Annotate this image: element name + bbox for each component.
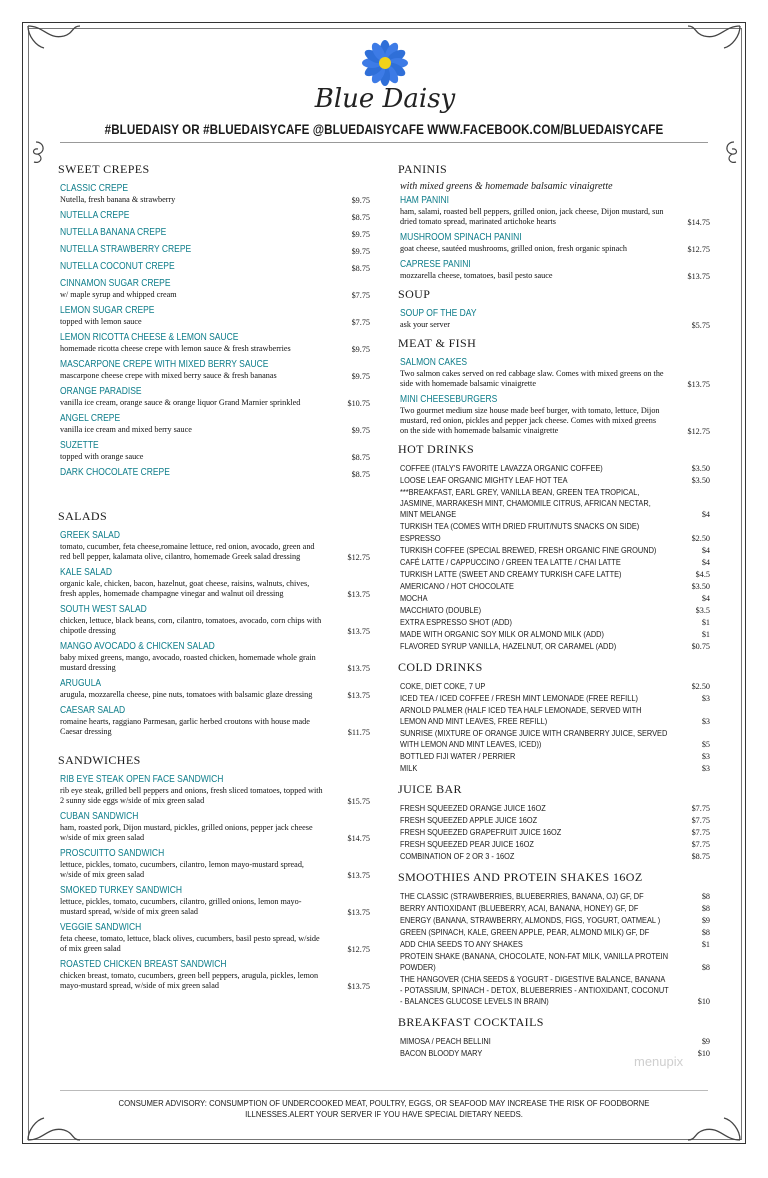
consumer-advisory: CONSUMER ADVISORY: CONSUMPTION OF UNDERCOOKED MEAT, POULTRY, EGGS, OR SEAFOOD MAY INCREASE THE RISK OF FOODBORNE ILLNESSES.ALERT YOUR SERVER IF YOU HAVE SPECIAL DIETARY NEEDS. (118, 1098, 650, 1119)
drink-item (400, 763, 710, 774)
menu-item (60, 332, 370, 354)
menu-item (400, 357, 710, 389)
menu-item (60, 848, 370, 880)
section-title: PANINIS (398, 162, 448, 176)
drink-item (400, 487, 710, 520)
menu-item (60, 183, 370, 205)
drink-name: EXTRA ESPRESSO SHOT (ADD) (400, 617, 512, 627)
flourish-bottom-right (684, 1112, 744, 1144)
item-description: goat cheese, sautéed mushrooms, grilled onion, fresh organic spinach (400, 244, 627, 253)
menu-item (60, 885, 370, 917)
item-description: romaine hearts, raggiano Parmesan, garlic herbed croutons with house made Caesar dressing (60, 717, 310, 736)
drink-item (400, 533, 710, 544)
item-price: $13.75 (687, 380, 710, 389)
item-name: CINNAMON SUGAR CREPE (60, 278, 171, 289)
drink-price: $7.75 (691, 804, 710, 813)
item-name: CAPRESE PANINI (400, 259, 471, 270)
drink-name: SUNRISE (MIXTURE OF ORANGE JUICE WITH CRANBERRY JUICE, SERVED WITH LEMON AND MINT LEAVES, ICED)) (400, 728, 668, 749)
item-price: $8.75 (351, 453, 370, 462)
menu-item (60, 705, 370, 737)
section-title: JUICE BAR (398, 782, 462, 796)
item-price: $13.75 (347, 982, 370, 991)
drink-item (400, 851, 710, 862)
drink-name: ENERGY (BANANA, STRAWBERRY, ALMONDS, FIGS, YOGURT, OATMEAL ) (400, 915, 661, 925)
item-name: MUSHROOM SPINACH PANINI (400, 232, 522, 243)
menu-item (60, 678, 370, 700)
drink-name: BACON BLOODY MARY (400, 1048, 483, 1058)
drink-name: TURKISH LATTE (SWEET AND CREAMY TURKISH CAFE LATTE) (400, 569, 622, 579)
item-price: $8.75 (351, 470, 370, 479)
drink-name: ESPRESSO (400, 533, 441, 543)
item-name: SUZETTE (60, 440, 99, 451)
drink-price: $4 (701, 558, 710, 567)
item-name: SOUP OF THE DAY (400, 308, 477, 319)
menu-item (400, 394, 710, 436)
drink-price: $5 (701, 740, 710, 749)
drink-price: $4 (701, 510, 710, 519)
drink-item (400, 891, 710, 902)
item-description: topped with lemon sauce (60, 317, 142, 326)
drink-item (400, 593, 710, 604)
menu-item (60, 359, 370, 381)
drink-price: $3 (701, 694, 710, 703)
item-price: $14.75 (687, 218, 710, 227)
item-price: $9.75 (351, 196, 370, 205)
item-price: $15.75 (347, 797, 370, 806)
item-description: tomato, cucumber, feta cheese,romaine lettuce, red onion, avocado, green and red bell pepper, kalamata olive, cilantro, homemade Greek salad dressing (60, 542, 315, 561)
daisy-icon (360, 40, 410, 88)
section-title: SMOOTHIES AND PROTEIN SHAKES 16OZ (398, 870, 643, 884)
drink-price: $7.75 (691, 828, 710, 837)
menu-item (60, 227, 370, 239)
drink-name: MOCHA (400, 593, 428, 603)
item-description: mozzarella cheese, tomatoes, basil pesto sauce (400, 271, 553, 280)
drink-name: TURKISH COFFEE (SPECIAL BREWED, FRESH ORGANIC FINE GROUND) (400, 545, 657, 555)
drink-price: $3 (701, 764, 710, 773)
item-name: CUBAN SANDWICH (60, 811, 139, 822)
menu-item (60, 922, 370, 954)
section-breakfast-cocktails (398, 1015, 710, 1059)
item-name: RIB EYE STEAK OPEN FACE SANDWICH (60, 774, 224, 785)
section-smoothies (398, 870, 710, 1007)
social-hashtags: #BLUEDAISY OR #BLUEDAISYCAFE @BLUEDAISYCAFE WWW.FACEBOOK.COM/BLUEDAISYCAFE (104, 122, 664, 137)
right-column (398, 162, 710, 1060)
drink-item (400, 951, 710, 973)
drink-price: $8 (701, 904, 710, 913)
drink-price: $4.5 (695, 570, 710, 579)
menu-item (60, 386, 370, 408)
drink-price: $3.50 (691, 464, 710, 473)
section-paninis (398, 162, 710, 281)
drink-item (400, 641, 710, 652)
drink-name: COFFEE (ITALY'S FAVORITE LAVAZZA ORGANIC COFFEE) (400, 463, 603, 473)
item-name: SALMON CAKES (400, 357, 468, 368)
drink-name: COMBINATION OF 2 OR 3 - 16OZ (400, 851, 515, 861)
drink-price: $3.50 (691, 582, 710, 591)
drink-price: $0.75 (691, 642, 710, 651)
drink-price: $9 (701, 916, 710, 925)
drink-item (400, 815, 710, 826)
item-name: LEMON SUGAR CREPE (60, 305, 155, 316)
item-price: $7.75 (351, 291, 370, 300)
drink-price: $9 (701, 1037, 710, 1046)
drink-name: LOOSE LEAF ORGANIC MIGHTY LEAF HOT TEA (400, 475, 568, 485)
drink-name: MACCHIATO (DOUBLE) (400, 605, 482, 615)
drink-name: TURKISH TEA (COMES WITH DRIED FRUIT/NUTS SNACKS ON SIDE) (400, 521, 640, 531)
drink-price: $2.50 (691, 682, 710, 691)
item-name: NUTELLA COCONUT CREPE (60, 261, 175, 272)
item-description: Two salmon cakes served on red cabbage slaw. Comes with mixed greens on the side with homemade balsamic vinaigrette (400, 369, 664, 388)
section-juice-bar (398, 782, 710, 862)
item-description: lettuce, pickles, tomato, cucumbers, cilantro, lemon mayo-mustard spread, w/side of mix green salad (60, 860, 304, 879)
item-description: organic kale, chicken, bacon, hazelnut, goat cheese, raisins, walnuts, chives, fresh apples, homemade champagne vinegar and walnut oil dressing (60, 579, 310, 598)
item-price: $12.75 (347, 553, 370, 562)
item-description: rib eye steak, grilled bell peppers and onions, fresh sliced tomatoes, topped with 2 sunny side eggs w/side of mix green salad (60, 786, 323, 805)
item-name: ORANGE PARADISE (60, 386, 142, 397)
drink-item (400, 974, 710, 1007)
item-name: ARUGULA (60, 678, 102, 689)
menu-item (60, 567, 370, 599)
drink-item (400, 827, 710, 838)
menu-item (400, 308, 710, 330)
header-rule (60, 142, 708, 143)
drink-item (400, 629, 710, 640)
menu-item (60, 641, 370, 673)
item-description: arugula, mozzarella cheese, pine nuts, tomatoes with balsamic glaze dressing (60, 690, 313, 699)
item-price: $14.75 (347, 834, 370, 843)
drink-name: MADE WITH ORGANIC SOY MILK OR ALMOND MILK (ADD) (400, 629, 604, 639)
item-description: w/ maple syrup and whipped cream (60, 290, 177, 299)
drink-item (400, 803, 710, 814)
drink-item (400, 705, 710, 727)
section-title: SOUP (398, 287, 431, 301)
menu-item (400, 195, 710, 227)
brand-name: Blue Daisy (314, 84, 456, 114)
menu-item (60, 811, 370, 843)
section-title: HOT DRINKS (398, 442, 475, 456)
section-title: SALADS (58, 509, 108, 523)
item-description: Nutella, fresh banana & strawberry (60, 195, 176, 204)
section-salads (58, 509, 370, 737)
watermark: menupix (634, 1054, 684, 1069)
section-cold-drinks (398, 660, 710, 774)
menu-item (60, 244, 370, 256)
drink-name: AMERICANO / HOT CHOCOLATE (400, 581, 514, 591)
drink-name: MIMOSA / PEACH BELLINI (400, 1036, 491, 1046)
item-description: Two gourmet medium size house made beef burger, with tomato, lettuce, Dijon mustard, red onion, pickles and pepper jack cheese. Comes with mixed greens on the side with homemade balsamic vinaigrette (400, 406, 660, 435)
item-price: $8.75 (351, 213, 370, 222)
item-price: $13.75 (347, 590, 370, 599)
item-name: PROSCUITTO SANDWICH (60, 848, 165, 859)
left-column (58, 162, 370, 996)
section-title: COLD DRINKS (398, 660, 483, 674)
item-name: ROASTED CHICKEN BREAST SANDWICH (60, 959, 227, 970)
item-description: ask your server (400, 320, 451, 329)
drink-price: $10 (697, 997, 710, 1006)
item-description: mascarpone cheese crepe with mixed berry sauce & fresh bananas (60, 371, 277, 380)
item-name: HAM PANINI (400, 195, 449, 206)
drink-price: $2.50 (691, 534, 710, 543)
item-price: $8.75 (351, 264, 370, 273)
item-name: GREEK SALAD (60, 530, 121, 541)
drink-price: $8.75 (691, 852, 710, 861)
drink-name: PROTEIN SHAKE (BANANA, CHOCOLATE, NON-FAT MILK, VANILLA PROTEIN POWDER) (400, 951, 669, 972)
menu-item (60, 210, 370, 222)
drink-name: FRESH SQUEEZED PEAR JUICE 16OZ (400, 839, 534, 849)
item-name: SMOKED TURKEY SANDWICH (60, 885, 183, 896)
item-price: $12.75 (687, 245, 710, 254)
item-price: $11.75 (347, 728, 370, 737)
drink-name: FRESH SQUEEZED ORANGE JUICE 16OZ (400, 803, 546, 813)
drink-price: $1 (701, 618, 710, 627)
item-name: ANGEL CREPE (60, 413, 121, 424)
drink-name: BERRY ANTIOXIDANT (BLUEBERRY, ACAI, BANANA, HONEY) GF, DF (400, 903, 639, 913)
drink-item (400, 915, 710, 926)
section-meat-fish (398, 336, 710, 436)
drink-item (400, 605, 710, 616)
drink-name: MILK (400, 763, 418, 773)
drink-item (400, 927, 710, 938)
item-description: vanilla ice cream and mixed berry sauce (60, 425, 192, 434)
item-description: homemade ricotta cheese crepe with lemon sauce & fresh strawberries (60, 344, 291, 353)
drink-name: BOTTLED FIJI WATER / PERRIER (400, 751, 516, 761)
item-name: NUTELLA BANANA CREPE (60, 227, 167, 238)
footer-rule (60, 1090, 708, 1091)
drink-item (400, 903, 710, 914)
item-price: $12.75 (347, 945, 370, 954)
item-description: topped with orange sauce (60, 452, 144, 461)
item-price: $13.75 (347, 627, 370, 636)
item-name: VEGGIE SANDWICH (60, 922, 142, 933)
menu-item (60, 278, 370, 300)
item-name: MASCARPONE CREPE WITH MIXED BERRY SAUCE (60, 359, 269, 370)
drink-price: $7.75 (691, 840, 710, 849)
drink-price: $3 (701, 752, 710, 761)
drink-item (400, 751, 710, 762)
drink-item (400, 463, 710, 474)
item-description: ham, salami, roasted bell peppers, grilled onion, jack cheese, Dijon mustard, sun dried tomato spread, marinated artichoke hearts (400, 207, 664, 226)
menu-item (400, 259, 710, 281)
section-sweet-crepes (58, 162, 370, 479)
item-price: $13.75 (347, 871, 370, 880)
drink-item (400, 681, 710, 692)
drink-item (400, 617, 710, 628)
item-price: $12.75 (687, 427, 710, 436)
menu-item (60, 413, 370, 435)
drink-price: $7.75 (691, 816, 710, 825)
menu-item (400, 232, 710, 254)
menu-item (60, 440, 370, 462)
item-name: LEMON RICOTTA CHEESE & LEMON SAUCE (60, 332, 239, 343)
drink-item (400, 521, 710, 532)
item-description: lettuce, pickles, tomato, cucumbers, cilantro, grilled onions, lemon mayo-mustard spread, w/side of mix green salad (60, 897, 302, 916)
drink-price: $3.50 (691, 476, 710, 485)
item-description: vanilla ice cream, orange sauce & orange liquor Grand Marnier sprinkled (60, 398, 301, 407)
section-title: MEAT & FISH (398, 336, 477, 350)
drink-item (400, 557, 710, 568)
item-price: $10.75 (347, 399, 370, 408)
drink-price: $8 (701, 928, 710, 937)
drink-price: $8 (701, 963, 710, 972)
item-price: $9.75 (351, 372, 370, 381)
item-name: SOUTH WEST SALAD (60, 604, 147, 615)
drink-name: ***BREAKFAST, EARL GREY, VANILLA BEAN, GREEN TEA TROPICAL, JASMINE, MARRAKESH MINT, CHAMOMILE CITRUS, AFRICAN NECTAR, MINT MELANGE (400, 487, 651, 519)
drink-name: FRESH SQUEEZED APPLE JUICE 16OZ (400, 815, 538, 825)
drink-item (400, 581, 710, 592)
section-title: BREAKFAST COCKTAILS (398, 1015, 544, 1029)
item-description: chicken breast, tomato, cucumbers, green bell peppers, arugula, pickles, lemon mayo-mustard spread, w/side of mix green salad (60, 971, 319, 990)
section-soup (398, 287, 710, 330)
drink-item (400, 839, 710, 850)
section-title: SANDWICHES (58, 753, 141, 767)
drink-name: ADD CHIA SEEDS TO ANY SHAKES (400, 939, 523, 949)
menu-item (60, 530, 370, 562)
drink-item (400, 1036, 710, 1047)
flourish-top-left (24, 22, 84, 52)
section-sandwiches (58, 753, 370, 991)
drink-name: CAFÉ LATTE / CAPPUCCINO / GREEN TEA LATTE / CHAI LATTE (400, 557, 621, 567)
logo (300, 40, 470, 120)
menu-item (60, 604, 370, 636)
item-price: $9.75 (351, 426, 370, 435)
drink-price: $1 (701, 630, 710, 639)
menu-item (60, 261, 370, 273)
section-hot-drinks (398, 442, 710, 652)
drink-name: COKE, DIET COKE, 7 UP (400, 681, 486, 691)
item-name: KALE SALAD (60, 567, 112, 578)
item-name: CAESAR SALAD (60, 705, 126, 716)
drink-item (400, 939, 710, 950)
item-price: $7.75 (351, 318, 370, 327)
drink-name: FRESH SQUEEZED GRAPEFRUIT JUICE 16OZ (400, 827, 562, 837)
item-description: ham, roasted pork, Dijon mustard, pickles, grilled onions, pepper jack cheese w/side of mix green salad (60, 823, 313, 842)
item-description: feta cheese, tomato, lettuce, black olives, cucumbers, basil pesto spread, w/side of mix green salad (60, 934, 320, 953)
item-price: $5.75 (691, 321, 710, 330)
drink-price: $8 (701, 892, 710, 901)
drink-item (400, 728, 710, 750)
flourish-top-right (684, 22, 744, 52)
item-price: $9.75 (351, 247, 370, 256)
flourish-bottom-left (24, 1112, 84, 1144)
drink-price: $3.5 (695, 606, 710, 615)
drink-item (400, 475, 710, 486)
drink-item (400, 569, 710, 580)
drink-name: GREEN (SPINACH, KALE, GREEN APPLE, PEAR, ALMOND MILK) GF, DF (400, 927, 650, 937)
drink-price: $1 (701, 940, 710, 949)
drink-name: ARNOLD PALMER (HALF ICED TEA HALF LEMONADE, SERVED WITH LEMON AND MINT LEAVES, FREE REFILL) (400, 705, 642, 726)
item-price: $13.75 (347, 664, 370, 673)
drink-price: $10 (697, 1049, 710, 1058)
item-price: $9.75 (351, 230, 370, 239)
item-price: $13.75 (687, 272, 710, 281)
item-name: MINI CHEESEBURGERS (400, 394, 498, 405)
item-price: $13.75 (347, 908, 370, 917)
item-price: $9.75 (351, 345, 370, 354)
item-description: chicken, lettuce, black beans, corn, cilantro, tomatoes, avocado, corn chips with chipotle dressing (60, 616, 322, 635)
drink-name: ICED TEA / ICED COFFEE / FRESH MINT LEMONADE (FREE REFILL) (400, 693, 638, 703)
item-price: $13.75 (347, 691, 370, 700)
drink-item (400, 693, 710, 704)
item-name: CLASSIC CREPE (60, 183, 129, 194)
drink-name: FLAVORED SYRUP VANILLA, HAZELNUT, OR CARAMEL (ADD) (400, 641, 617, 651)
drink-price: $4 (701, 546, 710, 555)
menu-item (60, 467, 370, 479)
item-name: NUTELLA STRAWBERRY CREPE (60, 244, 192, 255)
item-name: MANGO AVOCADO & CHICKEN SALAD (60, 641, 215, 652)
drink-name: THE HANGOVER (CHIA SEEDS & YOGURT - DIGESTIVE BALANCE, BANANA - POTASSIUM, SPINACH - DETOX, BLUEBERRIES - ANTIOXIDANT, COCONUT - BALANCES GLUCOSE LEVELS IN BRAIN) (400, 974, 669, 1006)
drink-price: $4 (701, 594, 710, 603)
menu-item (60, 774, 370, 806)
item-name: NUTELLA CREPE (60, 210, 130, 221)
drink-item (400, 545, 710, 556)
section-title: SWEET CREPES (58, 162, 150, 176)
drink-name: THE CLASSIC (STRAWBERRIES, BLUEBERRIES, BANANA, OJ) GF, DF (400, 891, 644, 901)
menu-item (60, 959, 370, 991)
menu-item (60, 305, 370, 327)
item-name: DARK CHOCOLATE CREPE (60, 467, 170, 478)
section-subtitle: with mixed greens & homemade balsamic vinaigrette (400, 181, 613, 192)
item-description: baby mixed greens, mango, avocado, roasted chicken, homemade whole grain mustard dressing (60, 653, 316, 672)
drink-price: $3 (701, 717, 710, 726)
